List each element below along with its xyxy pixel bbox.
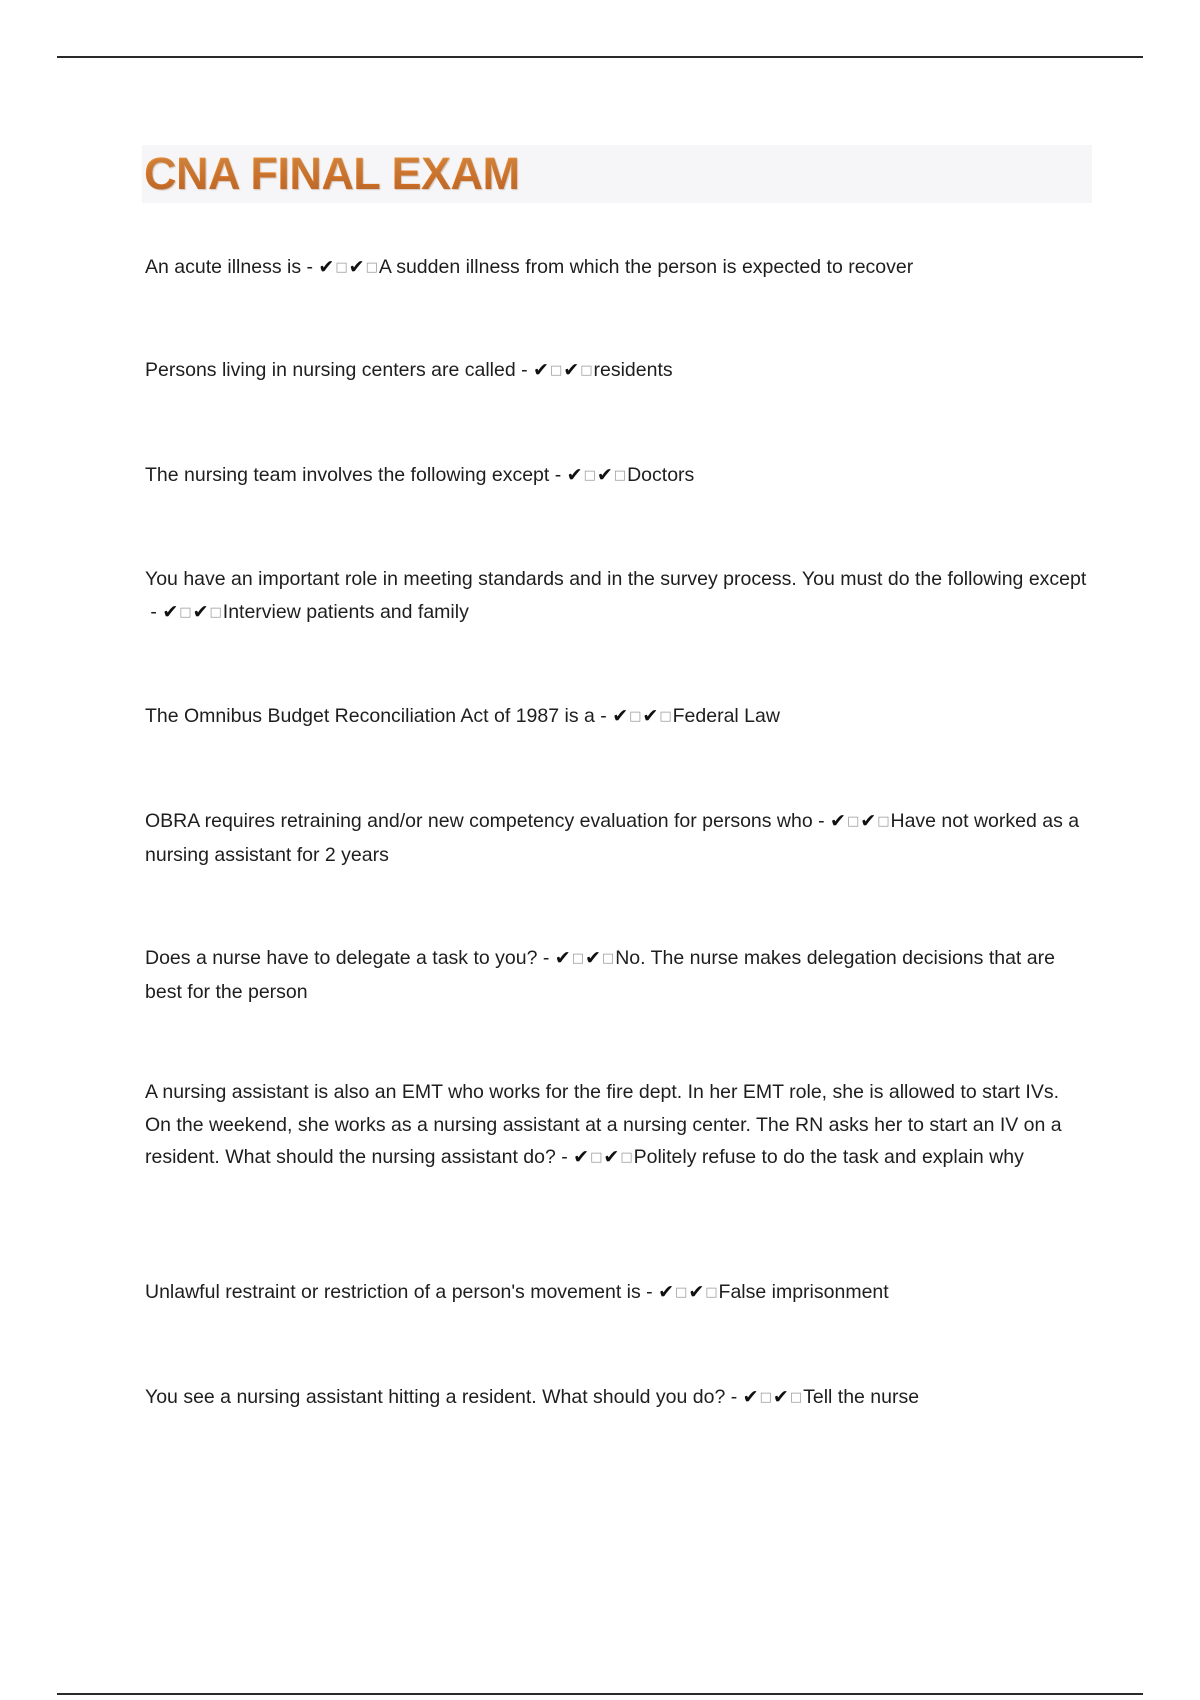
top-rule	[57, 56, 1143, 58]
qa-item-4	[145, 563, 1090, 629]
box-glyph-icon: □	[629, 709, 642, 724]
box-glyph-icon: □	[590, 1150, 603, 1165]
answer-text: residents	[593, 359, 673, 381]
box-glyph-icon: □	[209, 604, 222, 620]
check-mark-icon: ✔	[566, 464, 583, 486]
qa-item-3	[145, 459, 1090, 493]
separator-dash: -	[515, 359, 534, 381]
check-mark-icon: ✔	[192, 600, 209, 623]
answer-text: Interview patients and family	[222, 600, 469, 623]
separator-dash: -	[145, 600, 163, 623]
check-mark-icon: ✔	[162, 600, 179, 623]
box-glyph-icon: □	[613, 468, 627, 483]
check-mark-icon: ✔	[603, 1146, 620, 1168]
answer-text: Tell the nurse	[803, 1386, 920, 1408]
answer-text: False imprisonment	[718, 1281, 889, 1303]
qa-item-1	[145, 251, 1090, 285]
question-text: OBRA requires retraining and/or new competency evaluation for persons who	[145, 810, 813, 832]
separator-dash: -	[725, 1386, 743, 1408]
qa-item-8	[145, 1076, 1090, 1175]
check-mark-icon: ✔	[830, 810, 846, 832]
box-glyph-icon: □	[705, 1285, 718, 1300]
box-glyph-icon: □	[846, 814, 860, 829]
check-mark-icon: ✔	[533, 359, 549, 381]
check-mark-icon: ✔	[612, 705, 629, 727]
qa-item-7	[145, 942, 1090, 1008]
answer-text: Federal Law	[672, 705, 780, 727]
check-mark-icon: ✔	[563, 359, 580, 381]
question-text: You have an important role in meeting standards and in the survey process. You must do the following except	[145, 568, 1087, 590]
separator-dash: -	[537, 947, 555, 969]
title-banner	[142, 145, 1092, 203]
box-glyph-icon: □	[583, 468, 596, 483]
check-mark-icon: ✔	[348, 256, 365, 278]
question-text: The Omnibus Budget Reconciliation Act of 1987 is a	[145, 705, 595, 727]
answer-text: No. The nurse makes delegation decisions that are best for the person	[145, 947, 1055, 1003]
question-text: A nursing assistant is also an EMT who works for the fire dept. In her EMT role, she is allowed to start IVs. On the weekend, she works as a nursing assistant at a nursing center. The RN asks her to start an IV on a resident. What should the nursing assistant do?	[145, 1081, 1062, 1168]
qa-item-10	[145, 1381, 1090, 1415]
separator-dash: -	[640, 1281, 659, 1303]
box-glyph-icon: □	[179, 604, 192, 620]
qa-item-9	[145, 1276, 1090, 1310]
question-text: Does a nurse have to delegate a task to you?	[145, 947, 538, 969]
box-glyph-icon: □	[620, 1150, 633, 1165]
check-mark-icon: ✔	[772, 1386, 789, 1408]
check-mark-icon: ✔	[318, 256, 335, 278]
box-glyph-icon: □	[675, 1285, 688, 1300]
check-mark-icon: ✔	[585, 947, 601, 969]
box-glyph-icon: □	[365, 260, 378, 275]
question-text: Persons living in nursing centers are called	[145, 359, 516, 381]
separator-dash: -	[812, 810, 831, 832]
box-glyph-icon: □	[789, 1390, 803, 1405]
bottom-rule	[57, 1693, 1143, 1695]
check-mark-icon: ✔	[573, 1146, 590, 1168]
question-text: The nursing team involves the following except	[145, 464, 550, 486]
separator-dash: -	[301, 256, 319, 278]
box-glyph-icon: □	[877, 814, 890, 829]
qa-item-5	[145, 700, 1090, 734]
separator-dash: -	[594, 705, 613, 727]
check-mark-icon: ✔	[554, 947, 571, 969]
page-title: CNA FINAL EXAM	[144, 148, 520, 199]
box-glyph-icon: □	[601, 951, 615, 966]
qa-item-6	[145, 805, 1090, 871]
box-glyph-icon: □	[549, 363, 563, 378]
check-mark-icon: ✔	[658, 1281, 675, 1303]
question-text: You see a nursing assistant hitting a resident. What should you do?	[145, 1386, 726, 1408]
box-glyph-icon: □	[759, 1390, 772, 1405]
check-mark-icon: ✔	[596, 464, 613, 486]
box-glyph-icon: □	[335, 260, 348, 275]
box-glyph-icon: □	[571, 951, 584, 966]
answer-text: A sudden illness from which the person is expected to recover	[378, 256, 914, 278]
box-glyph-icon: □	[580, 363, 593, 378]
question-text: Unlawful restraint or restriction of a person's movement is	[145, 1281, 641, 1303]
box-glyph-icon: □	[659, 709, 672, 724]
qa-item-2	[145, 354, 1090, 388]
separator-dash: -	[555, 1146, 574, 1168]
answer-text: Politely refuse to do the task and explain why	[633, 1146, 1024, 1168]
check-mark-icon: ✔	[860, 810, 877, 832]
answer-text: Doctors	[627, 464, 695, 486]
check-mark-icon: ✔	[642, 705, 659, 727]
check-mark-icon: ✔	[742, 1386, 759, 1408]
separator-dash: -	[549, 464, 567, 486]
answer-text: Have not worked as a nursing assistant for 2 years	[145, 810, 1080, 866]
check-mark-icon: ✔	[688, 1281, 705, 1303]
question-text: An acute illness is	[145, 256, 302, 278]
